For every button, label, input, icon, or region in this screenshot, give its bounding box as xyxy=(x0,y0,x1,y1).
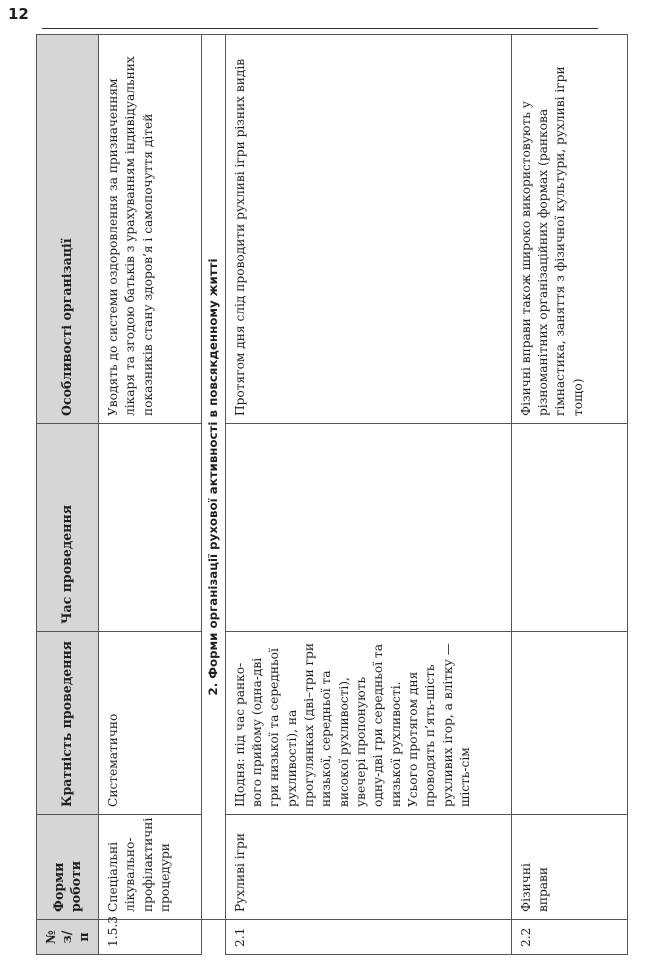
rotated-table-wrapper xyxy=(36,35,628,955)
section-title: 2. Форми організації рухової активності в повсякденному житті xyxy=(202,35,226,920)
activity-table xyxy=(36,34,628,955)
cell-num: 2.1 xyxy=(225,920,511,955)
header-features: Особливості організації xyxy=(37,35,99,424)
cell-frequency xyxy=(511,632,627,815)
header-rule xyxy=(42,28,598,29)
cell-time xyxy=(511,424,627,632)
cell-features: Уводять до системи оздоровлення за призначенням лікаря та згодою батьків з урахуванням індивідуальних показників стану здоров’я і самопочуття дітей xyxy=(99,35,202,424)
cell-time xyxy=(225,424,511,632)
header-time: Час проведення xyxy=(37,424,99,632)
table-row xyxy=(99,35,202,955)
table-row xyxy=(225,35,511,955)
cell-form: Рухливі ігри xyxy=(225,815,511,920)
cell-features: Фізичні вправи також широко використовують у різноманітних організаційних формах (ранкова гімнастика, заняття з фізичної культури, рухливі ігри тощо) xyxy=(511,35,627,424)
header-frequency: Кратність проведення xyxy=(37,632,99,815)
cell-features: Протягом дня слід проводити рухливі ігри різних видів xyxy=(225,35,511,424)
cell-frequency: Систематично xyxy=(99,632,202,815)
header-form: Форми роботи xyxy=(37,815,99,920)
section-spacer xyxy=(202,920,226,955)
section-row xyxy=(202,35,226,955)
cell-num: 2.2 xyxy=(511,920,627,955)
cell-num: 1.5.3 xyxy=(99,920,202,955)
page-number: 12 xyxy=(8,5,29,23)
cell-form: Фізичні вправи xyxy=(511,815,627,920)
table-header-row xyxy=(37,35,99,955)
table-row xyxy=(511,35,627,955)
cell-frequency: Щодня: під час ранкового прийому (одна-дві гри низької та середньої рухливості), на прогулянках (дві–три гри низької, середньої та високої рухливості), увечері пропонують одну-дві гри середньої та низької рухливості. Усього протягом дня проводять п’ять-шість рухливих ігор, а влітку — шість-сім xyxy=(225,632,511,815)
header-num: № з/п xyxy=(37,920,99,955)
cell-time xyxy=(99,424,202,632)
cell-form: Спеціальні лікувально-профілактичні процедури xyxy=(99,815,202,920)
